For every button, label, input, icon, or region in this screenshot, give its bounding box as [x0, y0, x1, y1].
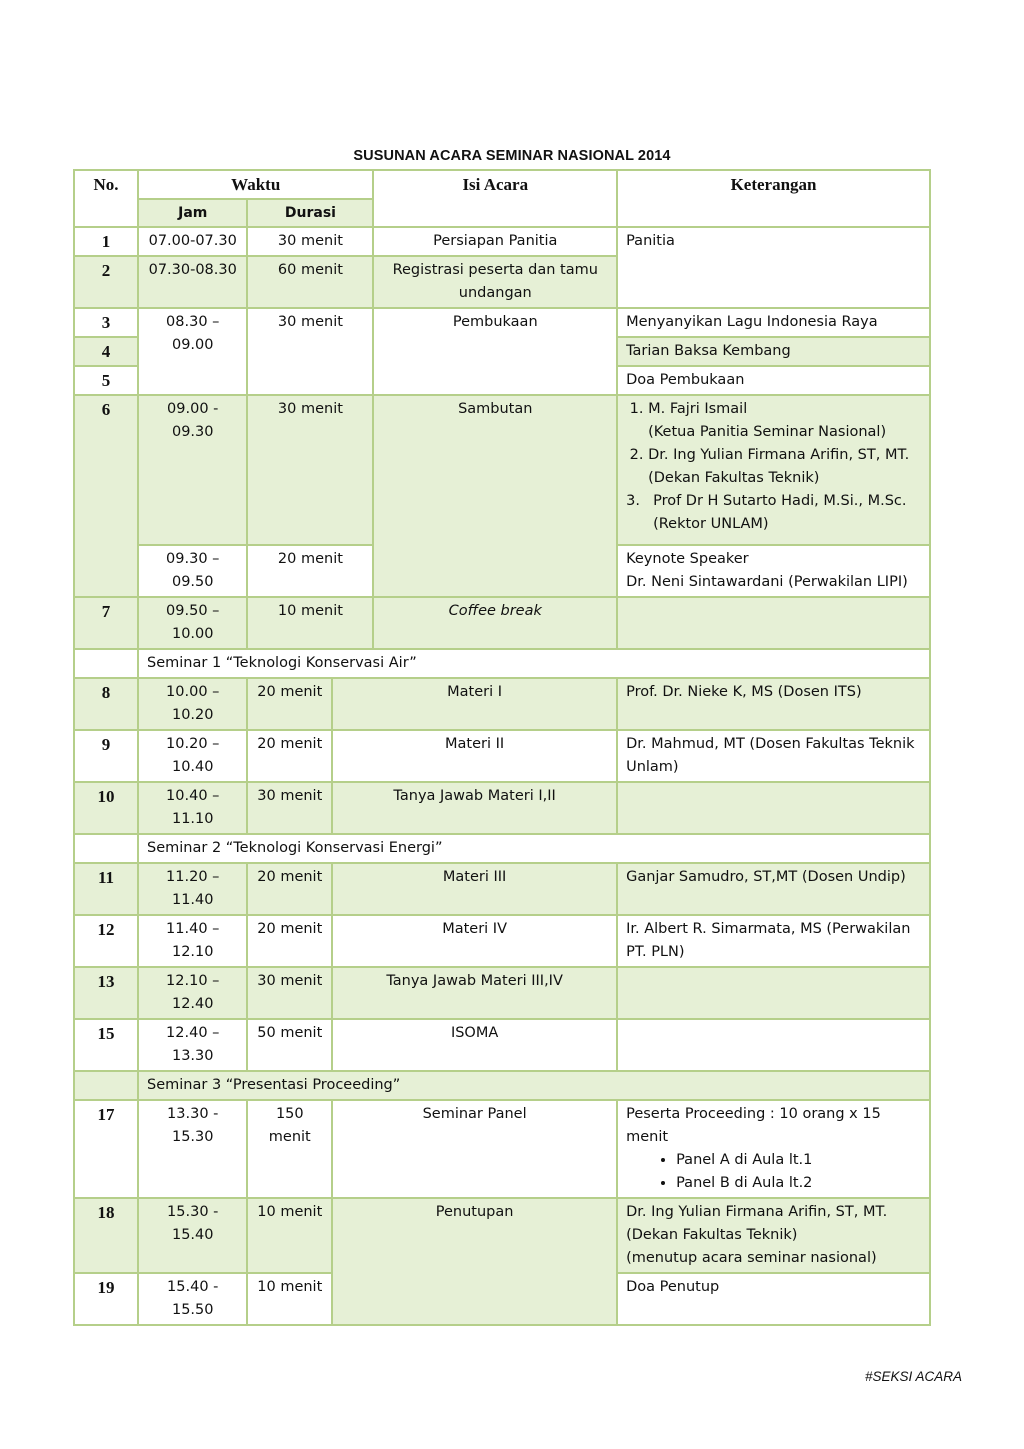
durasi-cell: 150 menit: [247, 1100, 332, 1198]
sambutan-list: [626, 398, 921, 490]
footer-tag: #SEKSI ACARA: [864, 1369, 962, 1384]
durasi-cell: 20 menit: [247, 915, 332, 967]
list-item: [626, 490, 921, 536]
isi-cell: Penutupan: [332, 1198, 617, 1325]
row-number: 11: [74, 863, 138, 915]
jam-cell: 07.00-07.30: [138, 227, 247, 256]
durasi-cell: 30 menit: [247, 227, 373, 256]
speaker-name: Prof Dr H Sutarto Hadi, M.Si., M.Sc. (Rektor UNLAM): [653, 493, 907, 532]
closing-note: (menutup acara seminar nasional): [626, 1250, 877, 1266]
isi-cell: Persiapan Panitia: [373, 227, 617, 256]
keynote-speaker: Dr. Neni Sintawardani (Perwakilan LIPI): [626, 574, 908, 590]
speaker-name: Dr. Ing Yulian Firmana Arifin, ST, MT.: [648, 447, 910, 463]
durasi-cell: 30 menit: [247, 308, 373, 395]
jam-cell: 07.30-08.30: [138, 256, 247, 308]
durasi-cell: 20 menit: [247, 678, 332, 730]
isi-cell: Materi II: [332, 730, 617, 782]
list-item: • Panel A di Aula lt.1: [676, 1149, 921, 1172]
keterangan-cell: [617, 1019, 930, 1071]
jam-cell: 10.40 – 11.10: [138, 782, 247, 834]
jam-cell: 10.20 – 10.40: [138, 730, 247, 782]
list-item: [648, 398, 921, 444]
durasi-cell: 30 menit: [247, 395, 373, 545]
keterangan-cell: Prof. Dr. Nieke K, MS (Dosen ITS): [617, 678, 930, 730]
list-number: 3.: [626, 493, 640, 509]
jam-cell: 09.50 – 10.00: [138, 597, 247, 649]
keterangan-cell: Dr. Mahmud, MT (Dosen Fakultas Teknik Unlam): [617, 730, 930, 782]
durasi-cell: 20 menit: [247, 730, 332, 782]
row-number: 5: [74, 366, 138, 395]
keterangan-cell: Doa Penutup: [617, 1273, 930, 1325]
table-row: [74, 395, 930, 545]
keterangan-cell: [617, 597, 930, 649]
table-row: [74, 1198, 930, 1273]
keterangan-cell: [617, 1198, 930, 1273]
keterangan-cell: [617, 782, 930, 834]
durasi-cell: 10 menit: [247, 1273, 332, 1325]
jam-cell: 11.20 – 11.40: [138, 863, 247, 915]
table-row: [74, 730, 930, 782]
keterangan-cell: [617, 967, 930, 1019]
closing-role: (Dekan Fakultas Teknik): [626, 1227, 798, 1243]
jam-cell: 12.40 – 13.30: [138, 1019, 247, 1071]
keterangan-cell: [617, 395, 930, 545]
header-isi-acara: Isi Acara: [373, 170, 617, 227]
jam-cell: 09.30 – 09.50: [138, 545, 247, 597]
table-row: [74, 597, 930, 649]
table-row: [74, 1100, 930, 1198]
speaker-role: (Dekan Fakultas Teknik): [648, 470, 820, 486]
isi-cell: Sambutan: [373, 395, 617, 597]
durasi-cell: 30 menit: [247, 967, 332, 1019]
section-row: [74, 649, 930, 678]
row-number: 10: [74, 782, 138, 834]
isi-cell: Registrasi peserta dan tamu undangan: [373, 256, 617, 308]
jam-cell: 15.30 - 15.40: [138, 1198, 247, 1273]
table-row: [74, 915, 930, 967]
row-number: 2: [74, 256, 138, 308]
section-title: Seminar 2 “Teknologi Konservasi Energi”: [138, 834, 930, 863]
jam-cell: 12.10 – 12.40: [138, 967, 247, 1019]
keterangan-cell: Ganjar Samudro, ST,MT (Dosen Undip): [617, 863, 930, 915]
keterangan-cell: Ir. Albert R. Simarmata, MS (Perwakilan PT. PLN): [617, 915, 930, 967]
durasi-cell: 30 menit: [247, 782, 332, 834]
section-spacer: [74, 834, 138, 863]
row-number: 18: [74, 1198, 138, 1273]
keterangan-cell: Panitia: [617, 227, 930, 308]
section-title: Seminar 1 “Teknologi Konservasi Air”: [138, 649, 930, 678]
isi-cell: Pembukaan: [373, 308, 617, 395]
durasi-cell: 10 menit: [247, 1198, 332, 1273]
jam-cell: 13.30 - 15.30: [138, 1100, 247, 1198]
isi-cell: Tanya Jawab Materi I,II: [332, 782, 617, 834]
jam-cell: 15.40 - 15.50: [138, 1273, 247, 1325]
jam-cell: 11.40 – 12.10: [138, 915, 247, 967]
jam-cell: 10.00 – 10.20: [138, 678, 247, 730]
header-jam: Jam: [138, 199, 247, 227]
durasi-cell: 20 menit: [247, 863, 332, 915]
row-number: 8: [74, 678, 138, 730]
list-item: [648, 444, 921, 490]
row-number: 19: [74, 1273, 138, 1325]
row-number: 12: [74, 915, 138, 967]
row-number: 1: [74, 227, 138, 256]
jam-cell: 09.00 - 09.30: [138, 395, 247, 545]
proceeding-note: Peserta Proceeding : 10 orang x 15 menit: [626, 1106, 881, 1145]
keterangan-cell: Tarian Baksa Kembang: [617, 337, 930, 366]
row-number: 15: [74, 1019, 138, 1071]
jam-cell: 08.30 – 09.00: [138, 308, 247, 395]
table-row: [74, 227, 930, 256]
row-number: 7: [74, 597, 138, 649]
header-no: No.: [74, 170, 138, 227]
isi-cell: Seminar Panel: [332, 1100, 617, 1198]
keterangan-cell: Menyanyikan Lagu Indonesia Raya: [617, 308, 930, 337]
table-row: [74, 782, 930, 834]
durasi-cell: 10 menit: [247, 597, 373, 649]
isi-cell: Materi IV: [332, 915, 617, 967]
row-number: 9: [74, 730, 138, 782]
header-row: [74, 170, 930, 199]
header-durasi: Durasi: [247, 199, 373, 227]
table-row: [74, 678, 930, 730]
speaker-role: (Ketua Panitia Seminar Nasional): [648, 424, 887, 440]
keynote-label: Keynote Speaker: [626, 551, 749, 567]
durasi-cell: 20 menit: [247, 545, 373, 597]
document-title: SUSUNAN ACARA SEMINAR NASIONAL 2014: [353, 148, 671, 164]
keterangan-cell: [617, 545, 930, 597]
isi-cell: Materi III: [332, 863, 617, 915]
section-spacer: [74, 649, 138, 678]
isi-cell: ISOMA: [332, 1019, 617, 1071]
closing-speaker: Dr. Ing Yulian Firmana Arifin, ST, MT.: [626, 1204, 888, 1220]
isi-cell: Coffee break: [373, 597, 617, 649]
keterangan-cell: [617, 1100, 930, 1198]
isi-cell: Materi I: [332, 678, 617, 730]
section-spacer: [74, 1071, 138, 1100]
section-row: [74, 834, 930, 863]
section-title: Seminar 3 “Presentasi Proceeding”: [138, 1071, 930, 1100]
keterangan-cell: Doa Pembukaan: [617, 366, 930, 395]
row-number: 4: [74, 337, 138, 366]
header-keterangan: Keterangan: [617, 170, 930, 227]
table-row: [74, 1019, 930, 1071]
durasi-cell: 60 menit: [247, 256, 373, 308]
row-number: 3: [74, 308, 138, 337]
table-row: [74, 308, 930, 337]
table-row: [74, 863, 930, 915]
row-number: 13: [74, 967, 138, 1019]
header-waktu: Waktu: [138, 170, 373, 199]
list-item: • Panel B di Aula lt.2: [676, 1172, 921, 1195]
isi-cell: Tanya Jawab Materi III,IV: [332, 967, 617, 1019]
schedule-table: [73, 169, 931, 1326]
speaker-name: M. Fajri Ismail: [648, 401, 748, 417]
panel-list: [626, 1149, 921, 1195]
row-number: 6: [74, 395, 138, 597]
section-row: [74, 1071, 930, 1100]
row-number: 17: [74, 1100, 138, 1198]
table-row: [74, 967, 930, 1019]
durasi-cell: 50 menit: [247, 1019, 332, 1071]
